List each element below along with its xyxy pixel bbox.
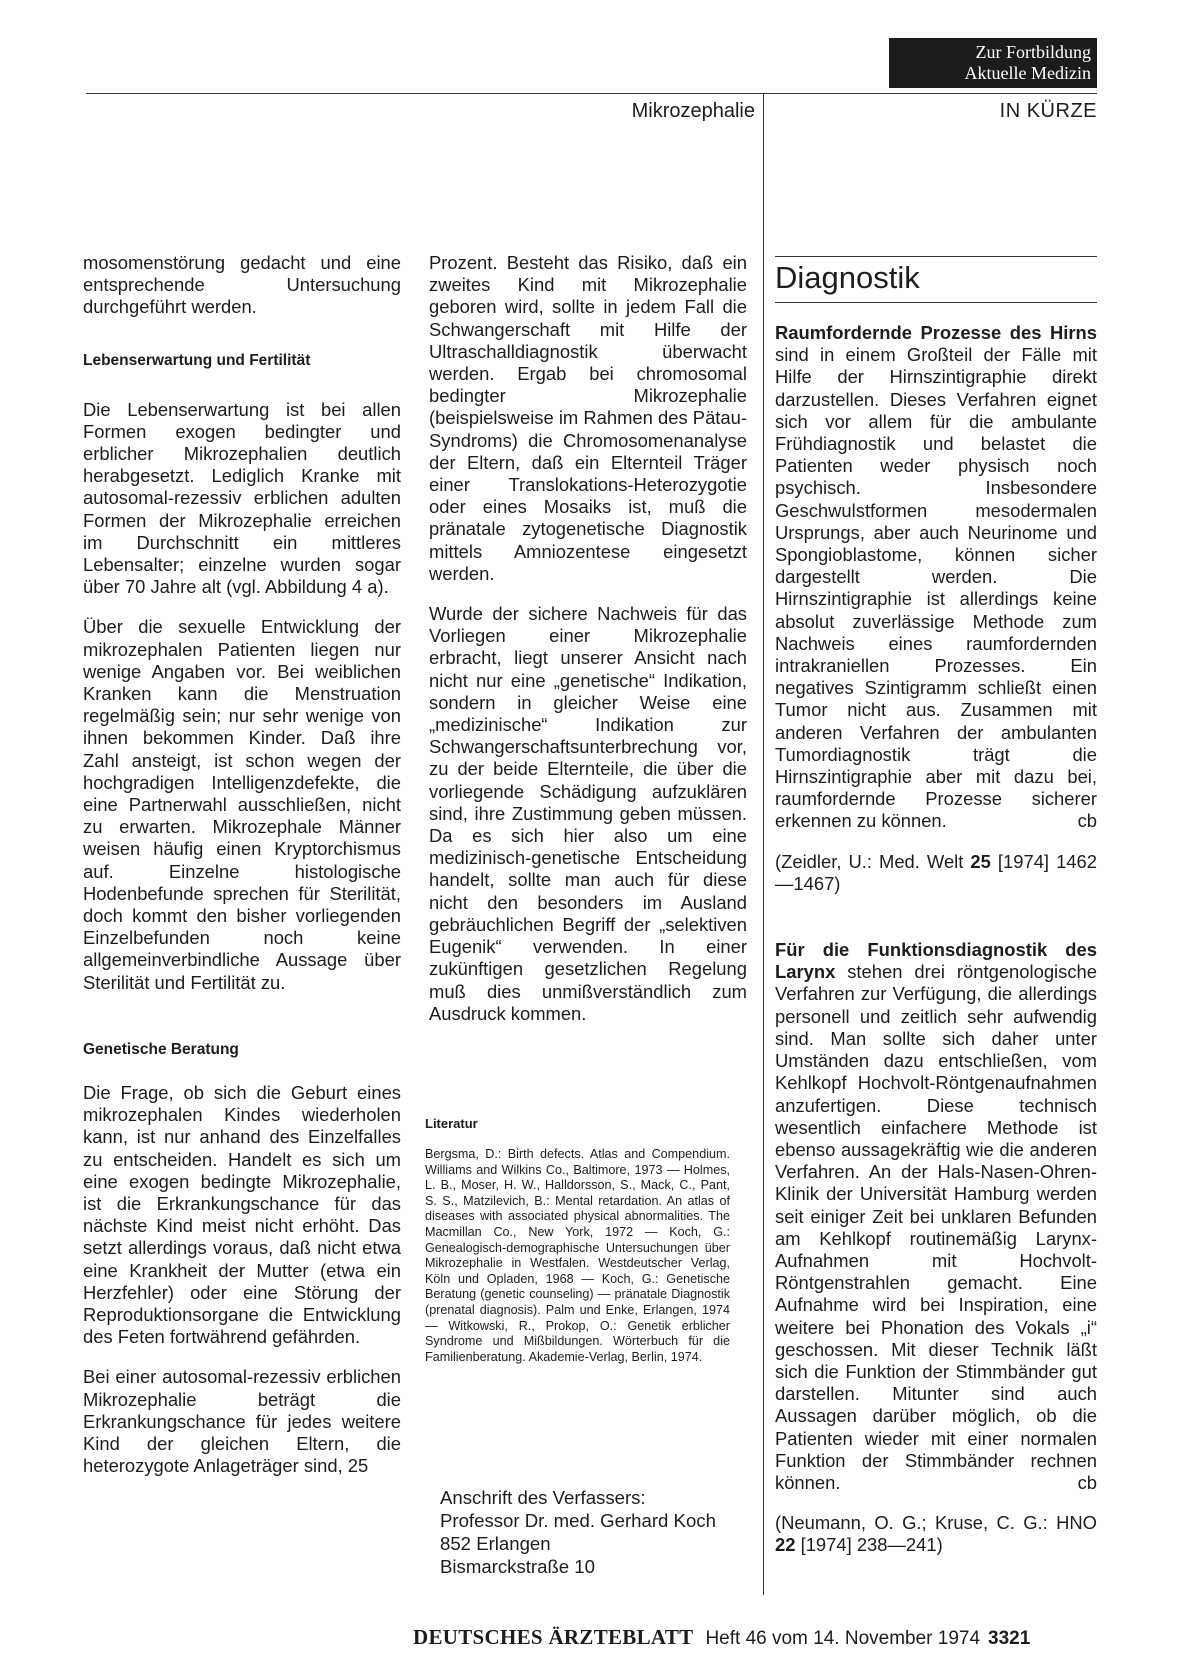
article-body: stehen drei röntgenologische Verfahren zur Verfügung, die allerdings personell und zeitlich sehr aufwendig sind. Man sollte sich daher unter Umständen dazu entschließen, vom Kehlkopf Hochvolt-Röntgenaufnahmen anzufertigen. Diese technisch wesentlich einfachere Methode ist ebenso aussagekräftig wie die anderen Verfahren. An der Hals-Nasen-Ohren-Klinik der Universität Hamburg werden seit einiger Zeit bei unklaren Befunden am Kehlkopf routinemäßig Larynx-Aufnahmen mit Hochvolt-Röntgenstrahlen gemacht. Eine Aufnahme wird bei Inspiration, eine weitere bei Phonation des Vokals „i“ geschossen. Mit dieser Technik läßt sich die Funktion der Stimmbänder gut darstellen. Mitunter sind auch Aussagen darüber möglich, ob die Patienten wieder mit einer normalen Funktion der Stimmbänder rechnen können. [775, 961, 1097, 1493]
paragraph: Prozent. Besteht das Risiko, daß ein zweites Kind mit Mikrozephalie geboren wird, sollte in jedem Fall die Schwangerschaft mit Hilfe der Ultraschalldiagnostik überwacht werden. Ergab bei chromosomal bedingter Mikrozephalie (beispielsweise im Rahmen des Pätau-Syndroms) die Chromosomenanalyse der Eltern, daß ein Elternteil Träger einer Translokations-Heterozygotie oder eines Mosaiks ist, muß die pränatale zytogenetische Diagnostik mittels Amniozentese eingesetzt werden. [429, 252, 747, 584]
article-body: sind in einem Großteil der Fälle mit Hilfe der Hirnszintigraphie direkt darzustellen. Dieses Verfahren eignet sich vor allem für die ambulante Frühdiagnostik und belastet die Patienten weder physisch noch psychisch. Insbesondere Geschwulstformen mesodermalen Ursprungs, aber auch Neurinome und Spongioblastome, können sicher dargestellt werden. Die Hirnszintigraphie ist allerdings keine absolut zuverlässige Methode zum Nachweis eines raumfordernden intrakraniellen Prozesses. Ein negatives Szintigramm schließt einen Tumor nicht aus. Zusammen mit anderen Verfahren der ambulanten Tumordiagnostik trägt die Hirnszintigraphie aber mit dazu bei, raumfordernde Prozesse sicherer erkennen zu können. [775, 344, 1097, 832]
references-list: Bergsma, D.: Birth defects. Atlas and Compendium. Williams and Wilkins Co., Baltimore, 1973 — Holmes, L. B., Moser, H. W., Halldorsson, S., Mack, C., Pant, S. S., Matzilevich, B.: Mental retardation. An atlas of diseases with associated physical abnormalities. The Macmillan Co., New York, 1972 — Koch, G.: Genealogisch-demographische Untersuchungen über Mikrozephalie in Westfalen. Westdeutscher Verlag, Köln und Opladen, 1968 — Koch, G.: Genetische Beratung (genetic counseling) — pränatale Diagnostik (prenatal diagnosis). Palm und Enke, Erlangen, 1974 — Witkowski, R., Prokop, O.: Genetik erblicher Syndrome und Mißbildungen. Wörterbuch für die Familienberatung. Akademie-Verlag, Berlin, 1974. [425, 1147, 730, 1364]
citation-text: (Zeidler, U.: Med. Welt [775, 850, 971, 872]
citation-volume: 22 [775, 1534, 796, 1556]
author-address [440, 1486, 716, 1578]
paragraph: mosomenstörung gedacht und eine entsprechende Untersuchung durchgeführt werden. [83, 252, 401, 318]
references-heading: Literatur [425, 1116, 478, 1131]
masthead: DEUTSCHES ÄRZTEBLATT [413, 1625, 694, 1649]
column-3 [775, 322, 1097, 1557]
footer [413, 1625, 1030, 1650]
paragraph: Die Lebenserwartung ist bei allen Formen exogen bedingter und erblicher Mikrozephalien deutlich herabgesetzt. Lediglich Kranke mit autosomal-rezessiv erblichen adulten Formen der Mikrozephalie erreichen im Durchschnitt ein mittleres Lebensalter; einzelne wurden sogar über 70 Jahre alt (vgl. Abbildung 4 a). [83, 398, 401, 598]
column-1 [83, 252, 401, 1477]
paragraph: Über die sexuelle Entwicklung der mikrozephalen Patienten liegen nur wenige Angaben vor. Bei weiblichen Kranken kann die Menstruation regelmäßig sein; nur sehr wenige von ihnen bekommen Kinder. Daß ihre Zahl ansteigt, ist schon wegen der hochgradigen Intelligenzdefekte, die eine Partnerwahl ausschließen, nicht zu erwarten. Mikrozephale Männer weisen häufig einen Kryptorchismus auf. Einzelne histologische Hodenbefunde sprechen für Sterilität, doch kommt den bisher vorliegenden Einzelbefunden noch keine allgemeinverbindliche Aussage über Sterilität und Fertilität zu. [83, 616, 401, 993]
page-number: 3321 [988, 1628, 1031, 1649]
article-brain-tumors [775, 322, 1097, 833]
paragraph: Bei einer autosomal-rezessiv erblichen Mikrozephalie beträgt die Erkrankungschance für jedes weitere Kind der gleichen Eltern, die heterozygote Anlageträger sind, 25 [83, 1366, 401, 1477]
column-divider [763, 93, 764, 1595]
section-title-rule-top [775, 256, 1097, 257]
citation-volume: 25 [970, 850, 991, 872]
section-title-rule-bottom [775, 302, 1097, 303]
author-initials: cb [1077, 1471, 1097, 1493]
address-line: Professor Dr. med. Gerhard Koch [440, 1510, 716, 1531]
column-2 [429, 252, 747, 1025]
citation-text: [1974] 238—241) [795, 1534, 943, 1556]
issue-info: Heft 46 vom 14. November 1974 [705, 1628, 981, 1649]
subheading-lebenserwartung: Lebenserwartung und Fertilität [83, 351, 311, 369]
badge-line-1: Zur Fortbildung [975, 42, 1091, 62]
paragraph: Die Frage, ob sich die Geburt eines mikrozephalen Kindes wiederholen kann, ist nur anhand des Einzelfalles zu entscheiden. Handelt es sich um eine exogen bedingte Mikrozephalie, ist die Erkrankungschance für das nächste Kind meist nicht erhöht. Das setzt allerdings voraus, daß nicht etwa eine Krankheit der Mutter (etwa ein Herzfehler) oder eine Störung der Reproduktionsorgane die Entwicklung des Feten fortwährend gefährden. [83, 1081, 401, 1348]
running-head-topic: Mikrozephalie [631, 100, 755, 122]
subheading-genetische-beratung: Genetische Beratung [83, 1040, 239, 1058]
paragraph: Wurde der sichere Nachweis für das Vorliegen einer Mikrozephalie erbracht, liegt unserer Ansicht nach nicht nur eine „genetische“ Indikation, sondern in gleicher Weise eine „medizinische“ Indikation zur Schwangerschaftsunterbrechung vor, zu der beide Elternteile, die über die vorliegende Schädigung aufzuklären sind, ihre Zustimmung geben müssen. Da es sich hier also um eine medizinisch-genetische Entscheidung handelt, sollte man auch für diese nicht den besonders im Ausland gebräuchlichen Begriff der „selektiven Eugenik“ verwenden. In einer zukünftigen gesetzlichen Regelung muß dies unmißverständlich zum Ausdruck kommen. [429, 603, 747, 1024]
section-badge [889, 38, 1097, 88]
citation-text: [1974] 1462—1467) [775, 850, 1097, 894]
citation [775, 1512, 1097, 1556]
badge-line-2: Aktuelle Medizin [964, 63, 1091, 83]
lead-in: Raumfordernde Prozesse des Hirns [775, 322, 1097, 343]
author-initials: cb [1077, 810, 1097, 832]
citation-text: (Neumann, O. G.; Kruse, C. G.: HNO [775, 1512, 1097, 1534]
citation [775, 851, 1097, 895]
lead-in: Für die Funktionsdiagnostik des Larynx [775, 939, 1097, 983]
section-title: Diagnostik [775, 260, 920, 295]
article-larynx [775, 939, 1097, 1494]
address-line: Anschrift des Verfassers: [440, 1487, 646, 1508]
address-line: 852 Erlangen [440, 1533, 551, 1554]
header-rule [86, 93, 1097, 94]
address-line: Bismarckstraße 10 [440, 1556, 595, 1577]
running-head-section: IN KÜRZE [999, 100, 1097, 122]
